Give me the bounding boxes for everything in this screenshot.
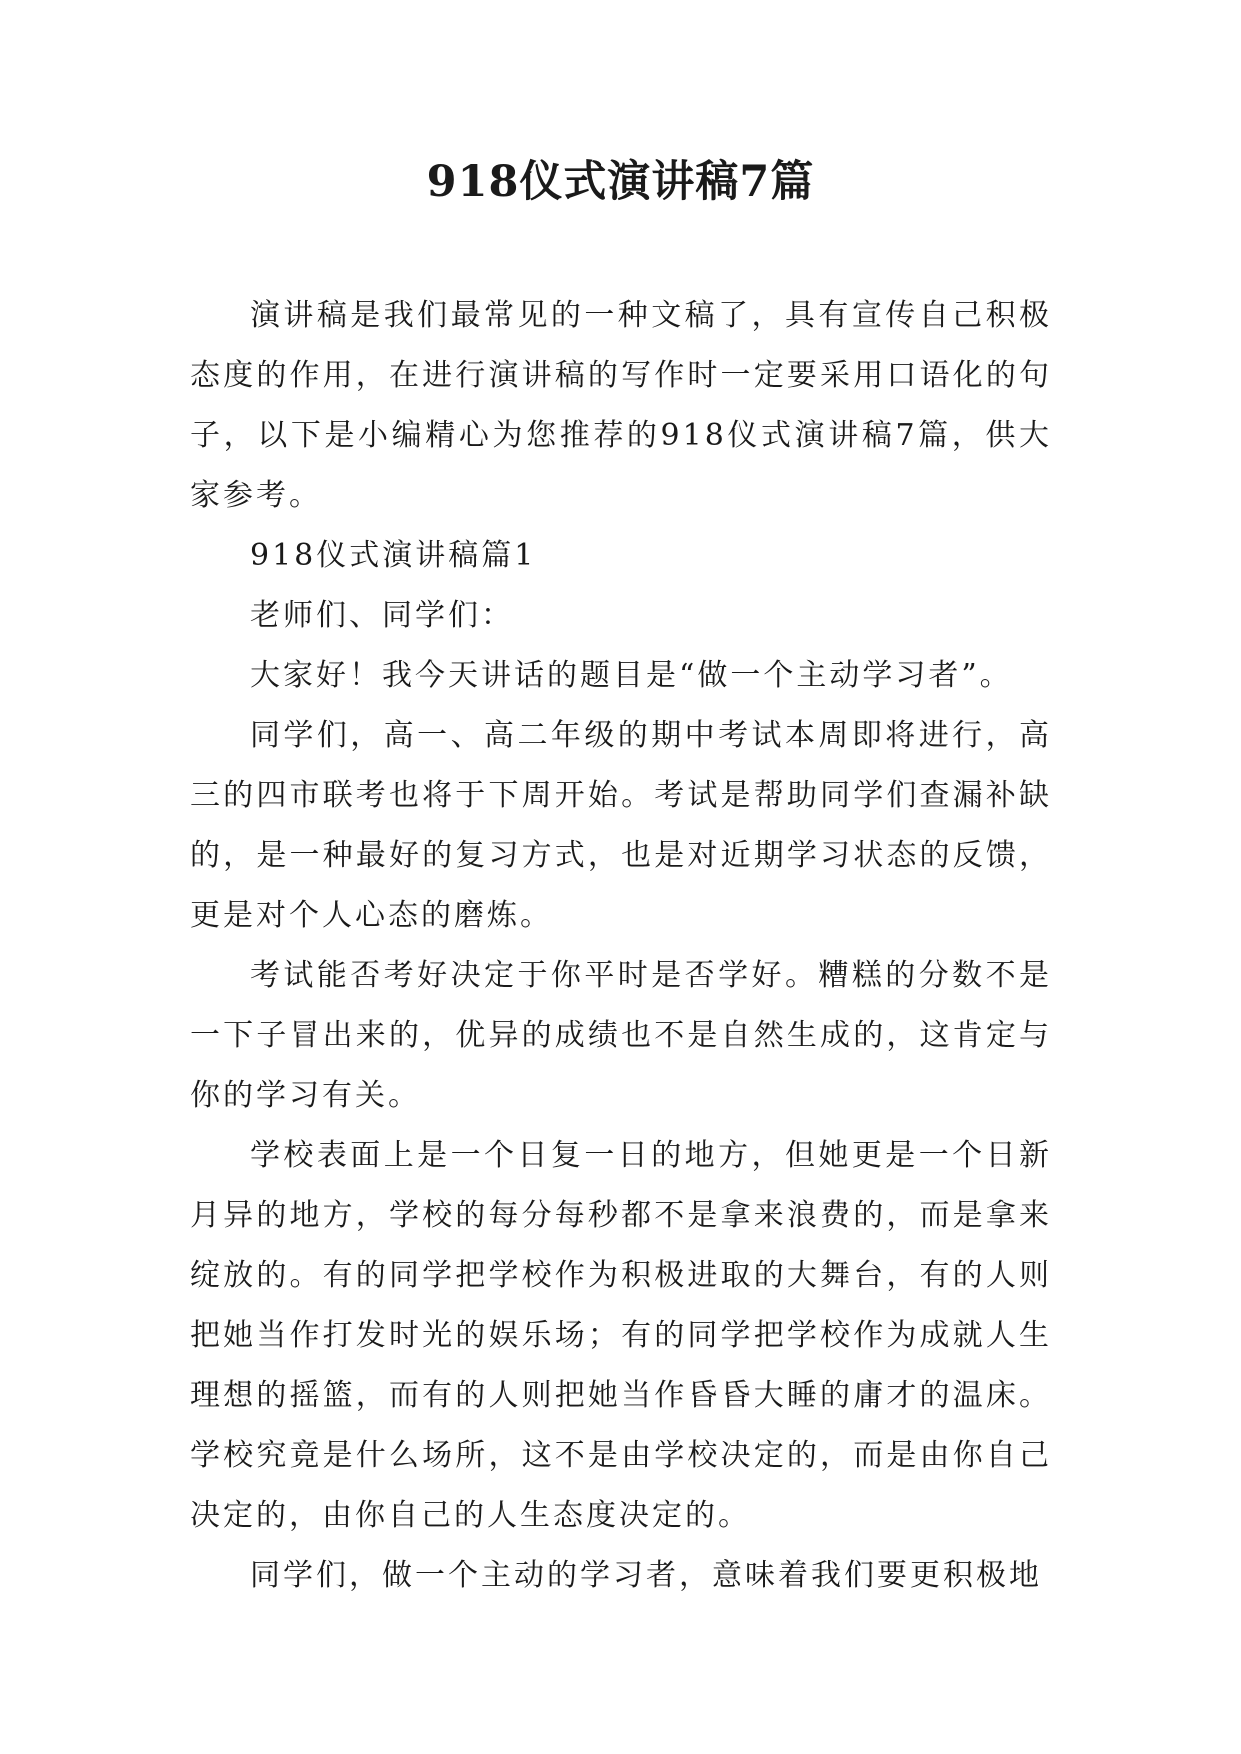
body-paragraph: 同学们，高一、高二年级的期中考试本周即将进行，高三的四市联考也将于下周开始。考试是帮助同学们查漏补缺的，是一种最好的复习方式，也是对近期学习状态的反馈，更是对个人心态的磨炼。 (190, 718, 1052, 933)
section-heading: 918仪式演讲稿篇1 (250, 538, 537, 573)
document-body (190, 286, 1052, 1606)
body-paragraph: 同学们，做一个主动的学习者，意味着我们要更积极地 (250, 1558, 1042, 1593)
body-paragraph: 学校表面上是一个日复一日的地方，但她更是一个日新月异的地方，学校的每分每秒都不是拿来浪费的，而是拿来绽放的。有的同学把学校作为积极进取的大舞台，有的人则把她当作打发时光的娱乐场；有的同学把学校作为成就人生理想的摇篮，而有的人则把她当作昏昏大睡的庸才的温床。学校究竟是什么场所，这不是由学校决定的，而是由你自己决定的，由你自己的人生态度决定的。 (190, 1138, 1052, 1533)
body-paragraph: 考试能否考好决定于你平时是否学好。糟糕的分数不是一下子冒出来的，优异的成绩也不是自然生成的，这肯定与你的学习有关。 (190, 958, 1052, 1113)
greeting-paragraph: 大家好！我今天讲话的题目是“做一个主动学习者”。 (250, 658, 1013, 693)
salutation-paragraph: 老师们、同学们： (250, 598, 514, 633)
document-title: 918仪式演讲稿7篇 (426, 157, 815, 207)
intro-paragraph: 演讲稿是我们最常见的一种文稿了，具有宣传自己积极态度的作用，在进行演讲稿的写作时一定要采用口语化的句子，以下是小编精心为您推荐的918仪式演讲稿7篇，供大家参考。 (190, 298, 1052, 513)
